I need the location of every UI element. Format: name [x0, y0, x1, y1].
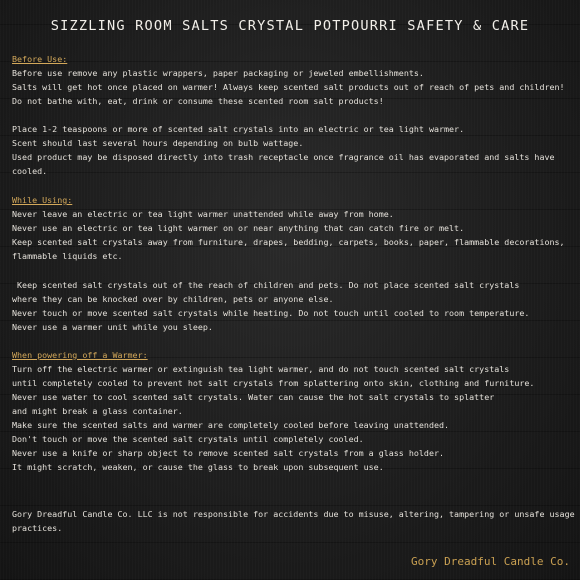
section-heading: While Using:: [12, 195, 73, 205]
text-line: Turn off the electric warmer or extinguish tea light warmer, and do not touch scented salt crystals: [12, 364, 510, 374]
page-title: SIZZLING ROOM SALTS CRYSTAL POTPOURRI SAFETY & CARE: [50, 18, 530, 34]
brand-signature: Gory Dreadful Candle Co.: [411, 555, 570, 568]
text-line: Never use a knife or sharp object to remove scented salt crystals from a glass holder.: [12, 448, 445, 458]
text-line: Never touch or move scented salt crystals while heating. Do not touch until cooled to room temperature.: [12, 308, 530, 318]
text-line: where they can be knocked over by children, pets or anyone else.: [12, 294, 334, 304]
text-line: flammable liquids etc.: [12, 251, 123, 261]
text-line: Never use an electric or tea light warmer on or near anything that can catch fire or melt.: [12, 223, 465, 233]
text-line: Never leave an electric or tea light warmer unattended while away from home.: [12, 209, 394, 219]
section-before-use-instructions: [12, 122, 572, 178]
section-powering-off: [12, 348, 572, 474]
text-line: Do not bathe with, eat, drink or consume these scented room salt products!: [12, 96, 384, 106]
text-line: Used product may be disposed directly into trash receptacle once fragrance oil has evaporated and salts have: [12, 152, 555, 162]
section-before-use: [12, 52, 572, 108]
text-line: and might break a glass container.: [12, 406, 183, 416]
text-line: Keep scented salt crystals out of the reach of children and pets. Do not place scented salt crystals: [12, 280, 520, 290]
text-line: Salts will get hot once placed on warmer! Always keep scented salt products out of reach of pets and children!: [12, 82, 565, 92]
text-line: Never use a warmer unit while you sleep.: [12, 322, 213, 332]
text-line: Never use water to cool scented salt crystals. Water can cause the hot salt crystals to splatter: [12, 392, 495, 402]
text-line: cooled.: [12, 166, 48, 176]
text-line: Scent should last several hours depending on bulb wattage.: [12, 138, 304, 148]
section-heading: Before Use:: [12, 54, 68, 64]
section-heading: When powering off a Warmer:: [12, 350, 148, 360]
disclaimer-line: Gory Dreadful Candle Co. LLC is not responsible for accidents due to misuse, altering, tampering or unsafe usage: [12, 509, 575, 519]
section-while-using-children: [12, 278, 572, 334]
disclaimer: [12, 507, 575, 535]
text-line: Place 1-2 teaspoons or more of scented salt crystals into an electric or tea light warmer.: [12, 124, 465, 134]
text-line: It might scratch, weaken, or cause the glass to break upon subsequent use.: [12, 462, 384, 472]
text-line: until completely cooled to prevent hot salt crystals from splattering onto skin, clothing and furniture.: [12, 378, 535, 388]
text-line: Before use remove any plastic wrappers, paper packaging or jeweled embellishments.: [12, 68, 424, 78]
text-line: Don't touch or move the scented salt crystals until completely cooled.: [12, 434, 364, 444]
text-line: Make sure the scented salts and warmer are completely cooled before leaving unattended.: [12, 420, 450, 430]
section-while-using: [12, 193, 572, 263]
disclaimer-line: practices.: [12, 523, 63, 533]
text-line: Keep scented salt crystals away from furniture, drapes, bedding, carpets, books, paper, flammable decorations,: [12, 237, 565, 247]
